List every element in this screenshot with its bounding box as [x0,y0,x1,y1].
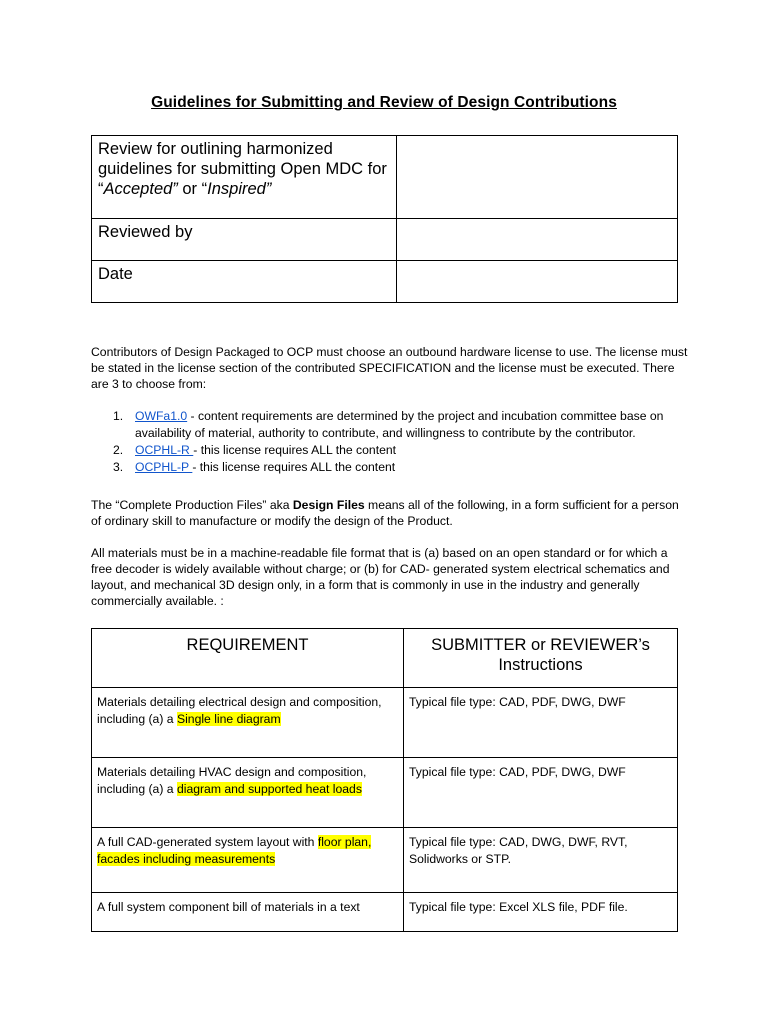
list-number: 2. [113,443,124,457]
review-purpose-value-cell[interactable] [397,136,678,219]
highlighted-text: floor plan, facades including measurements [97,835,372,866]
list-number: 3. [113,460,124,474]
requirement-cell [92,828,404,893]
highlighted-text: diagram and supported heat loads [176,782,362,796]
requirement-text: Materials detailing HVAC design and composition, including (a) a [97,765,367,796]
review-table [91,135,678,303]
license-list-item [91,408,691,442]
requirement-text: A full CAD-generated system layout with [97,835,318,849]
materials-paragraph: All materials must be in a machine-readable file format that is (a) based on an open standard or for which a free decoder is widely available without charge; or (b) for CAD- generated system electrical schematics and layout, and mechanical 3D design only, in a form that is commonly in use in the industry and generally commercially available. : [91,546,670,608]
accepted-term: Accepted” [103,180,178,198]
date-value-cell[interactable] [397,261,678,303]
design-files-paragraph [91,497,691,529]
instructions-header: SUBMITTER or REVIEWER’s Instructions [404,629,678,688]
ocphl-p-link[interactable]: OCPHL-P [135,460,193,474]
license-list [91,408,691,476]
intro-paragraph: Contributors of Design Packaged to OCP must choose an outbound hardware license to use. The license must be stated in the license section of the contributed SPECIFICATION and the license must be executed. There are 3 to choose from: [91,345,688,391]
date-label: Date [92,261,397,303]
requirement-text: Materials detailing electrical design and composition, including (a) a [97,695,382,726]
license-list-item [91,442,691,459]
requirement-text: A full system component bill of materials in a text [97,900,360,914]
requirement-cell [92,758,404,828]
reviewed-by-label: Reviewed by [92,219,397,261]
design-files-term: Design Files [292,498,365,512]
license-list-item [91,459,691,476]
requirement-header: REQUIREMENT [92,629,404,688]
instructions-cell: Typical file type: Excel XLS file, PDF file. [404,893,678,932]
owfa-link[interactable]: OWFa1.0 [135,409,188,423]
requirement-cell [92,893,404,932]
page-title: Guidelines for Submitting and Review of Design Contributions [151,94,617,111]
requirement-cell [92,688,404,758]
inspired-term: Inspired” [207,180,272,198]
ocphl-r-link[interactable]: OCPHL-R [135,443,194,457]
design-files-text-before: The “Complete Production Files” aka [91,498,293,512]
list-number: 1. [113,409,124,423]
reviewed-by-value-cell[interactable] [397,219,678,261]
requirements-table [91,628,678,932]
highlighted-text: Single line diagram [176,712,281,726]
or-text: or “ [177,180,208,198]
review-purpose-label [92,136,397,219]
review-purpose-text: Review for outlining harmonized guidelines for submitting Open MDC for “ [98,140,387,198]
license-description: - this license requires ALL the content [192,460,396,474]
design-files-text-after: means all of the following, in a form sufficient for a person of ordinary skill to manufacture or modify the design of the Product. [91,498,679,528]
license-description: - this license requires ALL the content [193,443,397,457]
instructions-cell: Typical file type: CAD, PDF, DWG, DWF [404,688,678,758]
license-description: - content requirements are determined by the project and incubation committee base on availability of material, authority to contribute, and willingness to contribute by the contributor. [135,409,664,440]
instructions-cell: Typical file type: CAD, PDF, DWG, DWF [404,758,678,828]
instructions-cell: Typical file type: CAD, DWG, DWF, RVT, Solidworks or STP. [404,828,678,893]
